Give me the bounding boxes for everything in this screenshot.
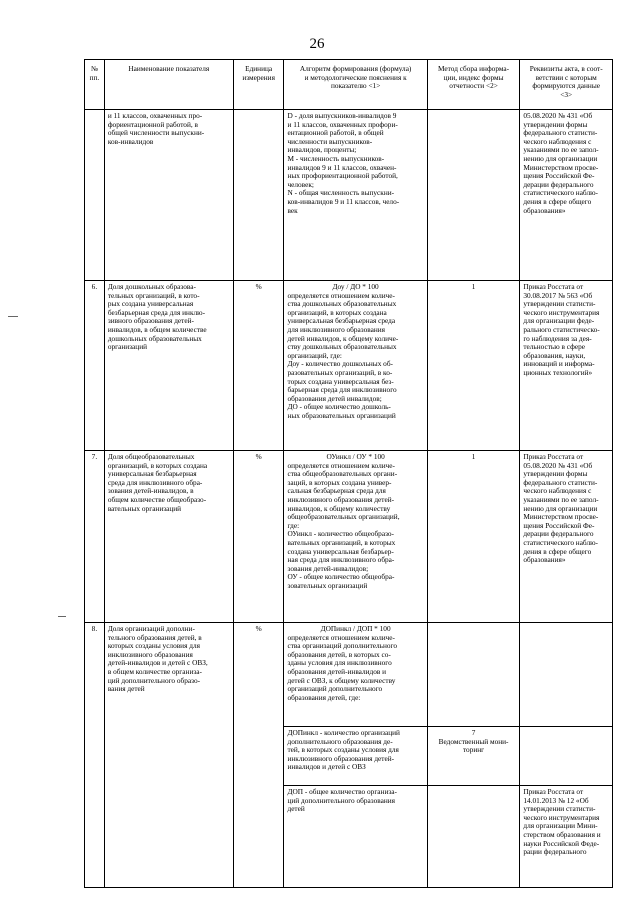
row-algorithm: определяется отношением количе- ства общеобразовательных органи- заций, в которых создана универ- сальная безбарьерная среда для инклюзивного образования детей- инвалидов, к общему количеству общеобразовательных организаций, где: ОУинкл - количество общеобразо- вательных организаций, в которых создана универсальная безбарьер- ная среда для инклюзивного обра- зования детей-инвалидов; ОУ - общее количество общеобра- зовательных организаций bbox=[287, 460, 400, 590]
row-method: 1 bbox=[427, 451, 520, 623]
header-num: № пп. bbox=[85, 60, 105, 110]
table-row bbox=[85, 281, 613, 451]
row-num: 7. bbox=[85, 451, 105, 623]
row-name: Доля дошкольных образова- тельных организаций, в кото- рых создана универсальная безбарьерная среда для инклю- зивного образования детей- инвалидов, в общем количестве дошкольных образовательных организаций bbox=[104, 281, 233, 451]
indicators-table bbox=[84, 59, 613, 888]
row-unit: % bbox=[233, 281, 284, 451]
row-algorithm: определяется отношением количе- ства дошкольных образовательных организаций, в которых создана универсальная безбарьерная среда для инклюзивного образования детей инвалидов, к общему количе- ству дошкольных образовательных организаций, где: Доу - количество дошкольных об- разовательных организаций, в ко- торых создана универсальная без- барьерная среда для инклюзивного образования детей инвалидов; ДО - общее количество дошколь- ных образовательных организаций bbox=[287, 290, 399, 420]
row-algorithm: определяется отношением количе- ства организаций дополнительного образования детей, в которых со- зданы условия для инклюзивного образования детей-инвалидов и детей с ОВЗ, к общему количеству организаций дополнительного образования детей, где: bbox=[287, 632, 398, 702]
row-requisites: Приказ Росстата от 30.08.2017 № 563 «Об утверждении статисти- ческого инструментария для организации феде- рального статистическо- го наблюдения за дея- тельностью в сфере образования, науки, инноваций и информа- ционных технологий» bbox=[520, 281, 613, 451]
subrow-method bbox=[427, 786, 520, 888]
row-method: 1 bbox=[427, 281, 520, 451]
row-algorithm-cell bbox=[284, 623, 427, 727]
row-requisites bbox=[520, 623, 613, 727]
header-algorithm: Алгоритм формирования (формула) и методологические пояснения к показателю <1> bbox=[284, 60, 427, 110]
row-unit: % bbox=[233, 451, 284, 623]
page-number: 26 bbox=[309, 36, 325, 52]
table-header-row bbox=[85, 60, 613, 110]
row-requisites: Приказ Росстата от 05.08.2020 № 431 «Об утверждении формы федерального статисти- ческого наблюдения с указаниями по ее запол- нению для организации Министерством просве- щения Российской Фе- дерации федерального статистического наблю- дения в сфере общего образования» bbox=[520, 451, 613, 623]
header-method: Метод сбора информа- ции, индекс формы отчетности <2> bbox=[427, 60, 520, 110]
row-requisites: 05.08.2020 № 431 «Об утверждении формы федерального статисти- ческого наблюдения с указаниями по ее запол- нению для организации Министерством просве- щения Российской Фе- дерации федерального статистического наблю- дения в сфере общего образования» bbox=[520, 110, 613, 281]
row-num bbox=[85, 110, 105, 281]
subrow-method: 7 Ведомственный мони- торинг bbox=[427, 727, 520, 786]
row-method bbox=[427, 623, 520, 727]
margin-mark bbox=[58, 616, 66, 617]
subrow-requisites bbox=[520, 727, 613, 786]
row-num: 6. bbox=[85, 281, 105, 451]
row-unit bbox=[233, 110, 284, 281]
table-row bbox=[85, 623, 613, 727]
row-name: и 11 классов, охваченных про- фориентационной работой, в общей численности выпускни- ков-инвалидов bbox=[104, 110, 233, 281]
row-algorithm: D - доля выпускников-инвалидов 9 и 11 классов, охваченных профори- ентационной работой, в общей численности выпускников- инвалидов, проценты; М - численность выпускников- инвалидов 9 и 11 классов, охвачен- ных профориентационной работой, человек; N - общая численность выпускни- ков-инвалидов 9 и 11 классов, чело- век bbox=[284, 110, 427, 281]
row-name: Доля общеобразовательных организаций, в которых создана универсальная безбарьерная среда для инклюзивного обра- зования детей-инвалидов, в общем количестве общеобразо- вательных организаций bbox=[104, 451, 233, 623]
header-unit: Единица измерения bbox=[233, 60, 284, 110]
row-formula: Доу / ДО * 100 bbox=[332, 282, 379, 291]
row-unit: % bbox=[233, 623, 284, 888]
row-name: Доля организаций дополни- тельного образования детей, в которых созданы условия для инклюзивного образования детей-инвалидов и детей с ОВЗ, в общем количестве организа- ций дополнительного образо- вания детей bbox=[104, 623, 233, 888]
table-row bbox=[85, 451, 613, 623]
row-formula: ОУинкл / ОУ * 100 bbox=[326, 452, 385, 461]
row-algorithm-cell bbox=[284, 281, 427, 451]
subrow-algorithm: ДОП - общее количество организа- ций дополнительного образования детей bbox=[284, 786, 427, 888]
table-row bbox=[85, 110, 613, 281]
row-formula: ДОПинкл / ДОП * 100 bbox=[320, 624, 391, 633]
subrow-requisites: Приказ Росстата от 14.01.2013 № 12 «Об утверждении статисти- ческого инструментария для организации Мини- стерством образования и науки Российской Феде- рации федерального bbox=[520, 786, 613, 888]
subrow-algorithm: ДОПинкл - количество организаций дополнительного образования де- тей, в которых созданы условия для инклюзивного образования детей- инвалидов и детей с ОВЗ bbox=[284, 727, 427, 786]
row-algorithm-cell bbox=[284, 451, 427, 623]
header-requisites: Реквизиты акта, в соот- ветствии с которым формируются данные <3> bbox=[520, 60, 613, 110]
row-num: 8. bbox=[85, 623, 105, 888]
margin-mark bbox=[8, 316, 18, 317]
header-name: Наименование показателя bbox=[104, 60, 233, 110]
row-method bbox=[427, 110, 520, 281]
